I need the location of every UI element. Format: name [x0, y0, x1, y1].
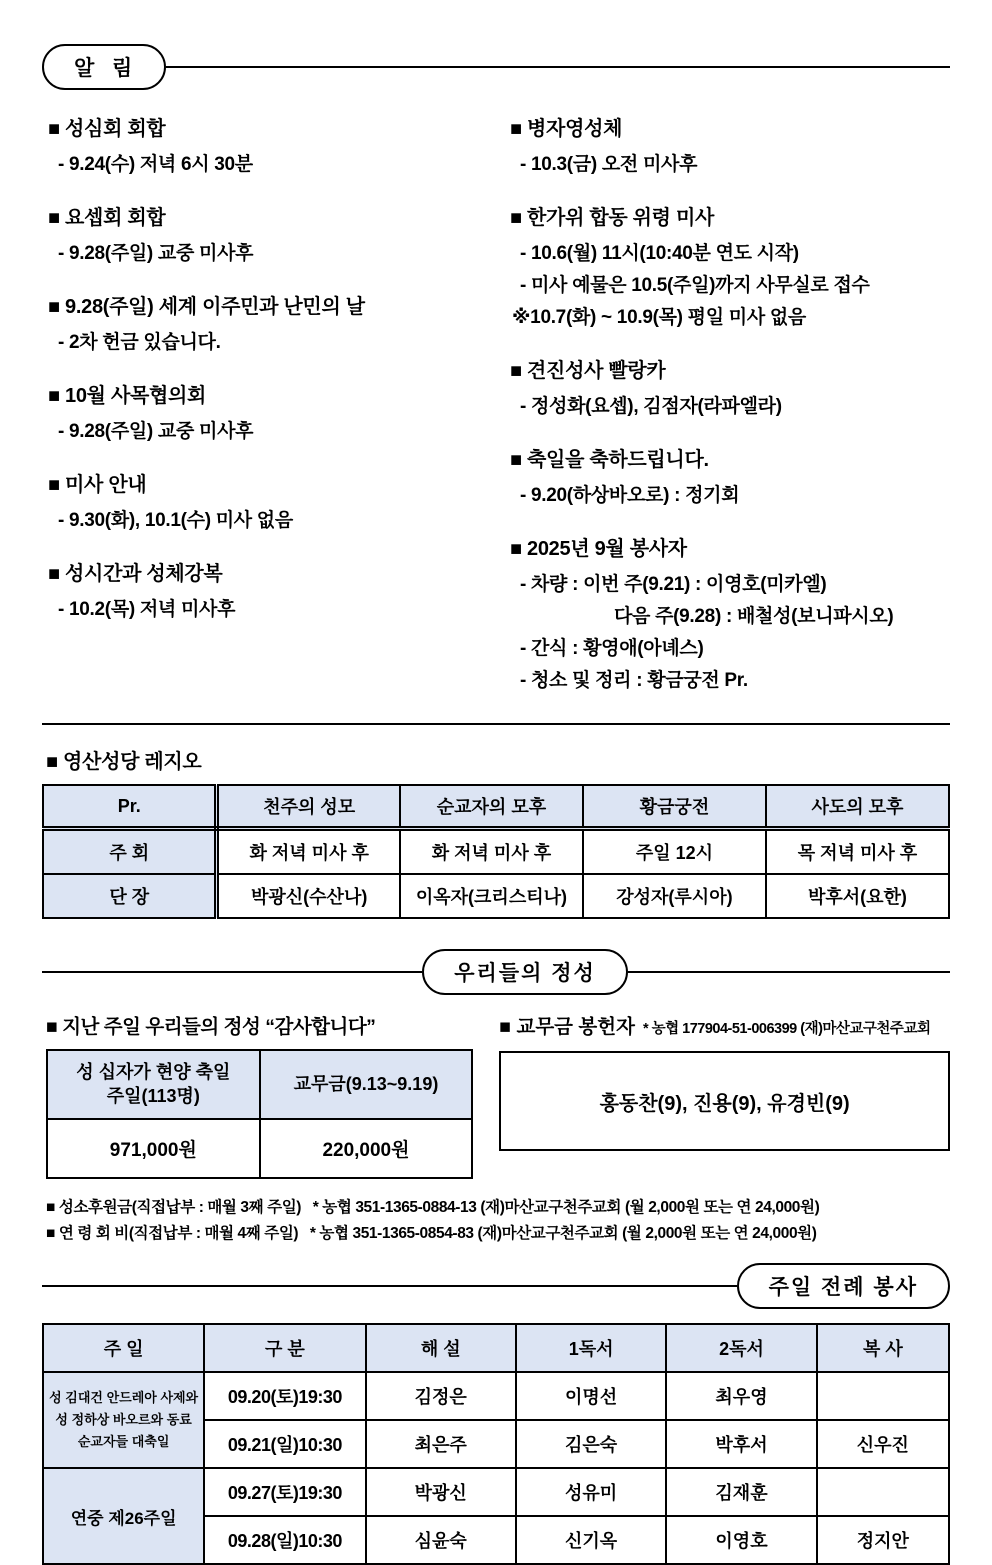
donor-names-box: [499, 1051, 950, 1151]
liturgy-row: [43, 1468, 949, 1516]
liturgy-header: [42, 1263, 950, 1309]
legio-cell: 목 저녁 미사 후: [766, 829, 949, 875]
devotion-divider-line-right: [628, 971, 950, 973]
liturgy-group-label-line: 성 정하상 바오르와 동료: [55, 1412, 192, 1428]
announcement-item: [48, 557, 472, 621]
fund-line: ■ 연 령 회 비(직접납부 : 매월 4째 주일) * 농협 351-1365-0854-83 (재)마산교구천주교회 (월 2,000원 또는 연 24,000원): [46, 1224, 817, 1242]
liturgy-name-cell: 최은주: [366, 1420, 516, 1468]
offering-value-row: [47, 1119, 472, 1178]
legio-header-cell: 황금궁전: [583, 785, 766, 829]
offering-header-cell: 교무금(9.13~9.19): [260, 1050, 473, 1119]
announcement-title: ■ 견진성사 빨랑카: [510, 360, 666, 382]
legio-row: [43, 874, 949, 918]
announcement-line: - 미사 예물은 10.5(주일)까지 사무실로 접수: [520, 275, 870, 296]
announcement-line: - 9.24(수) 저녁 6시 30분: [58, 154, 253, 175]
devotion-right: [473, 1011, 950, 1179]
offering-header-cell: [47, 1050, 260, 1119]
announcement-line: 다음 주(9.28) : 배철성(보니파시오): [614, 606, 894, 627]
announcement-line: - 청소 및 정리 : 황금궁전 Pr.: [520, 670, 748, 691]
announcement-title: ■ 2025년 9월 봉사자: [510, 538, 687, 560]
legio-header-row: [43, 785, 949, 829]
announcement-item: [510, 532, 950, 692]
legio-cell: 이옥자(크리스티나): [400, 874, 583, 918]
gyomugeum-header: [499, 1011, 950, 1039]
liturgy-name-cell: [817, 1468, 949, 1516]
liturgy-header-cell: 1독서: [516, 1324, 666, 1372]
announcement-line: - 9.20(하상바오로) : 정기회: [520, 485, 740, 506]
announcement-item: [510, 201, 950, 329]
liturgy-name-cell: 이영호: [666, 1516, 816, 1564]
liturgy-header-cell: 구 분: [204, 1324, 365, 1372]
announcement-title: ■ 9.28(주일) 세계 이주민과 난민의 날: [48, 296, 365, 318]
offering-header-line: 주일(113명): [106, 1086, 200, 1107]
legio-cell: 강성자(루시아): [583, 874, 766, 918]
liturgy-name-cell: 이명선: [516, 1372, 666, 1420]
legio-row-label: 단 장: [43, 874, 217, 918]
legio-section-title: ■ 영산성당 레지오: [46, 751, 202, 773]
offering-table: [46, 1049, 473, 1179]
announcement-title: ■ 성시간과 성체강복: [48, 563, 223, 585]
liturgy-pill: 주일 전례 봉사: [737, 1263, 950, 1309]
thanks-title: ■ 지난 주일 우리들의 정성 “감사합니다”: [46, 1016, 376, 1038]
liturgy-name-cell: [817, 1372, 949, 1420]
legio-cell: 박후서(요한): [766, 874, 949, 918]
legio-cell: 주일 12시: [583, 829, 766, 875]
announcement-title: ■ 10월 사목협의회: [48, 385, 207, 407]
notice-header: [42, 44, 950, 90]
liturgy-header-row: [43, 1324, 949, 1372]
liturgy-header-cell: 해 설: [366, 1324, 516, 1372]
announcement-item: [510, 443, 950, 507]
liturgy-name-cell: 김은숙: [516, 1420, 666, 1468]
liturgy-time-cell: 09.27(토)19:30: [204, 1468, 365, 1516]
liturgy-name-cell: 정지안: [817, 1516, 949, 1564]
liturgy-header-cell: 복 사: [817, 1324, 949, 1372]
liturgy-header-cell: 2독서: [666, 1324, 816, 1372]
legio-header-cell: 사도의 모후: [766, 785, 949, 829]
devotion-left: [42, 1011, 473, 1179]
announcement-title: ■ 요셉회 회합: [48, 207, 166, 229]
announcement-title: ■ 미사 안내: [48, 474, 147, 496]
offering-header-line: 성 십자가 현양 축일: [76, 1062, 231, 1082]
announcement-line: - 정성화(요셉), 김점자(라파엘라): [520, 396, 782, 417]
liturgy-table: [42, 1323, 950, 1565]
devotion-header: [42, 949, 950, 995]
liturgy-name-cell: 박후서: [666, 1420, 816, 1468]
announcement-line-emphasis: ※10.7(화) ~ 10.9(목) 평일 미사 없음: [512, 307, 806, 328]
liturgy-group-label-line: 순교자들 대축일: [77, 1434, 170, 1450]
donor-names: 홍동찬(9), 진용(9), 유경빈(9): [599, 1092, 850, 1115]
announcement-line: - 간식 : 황영애(아녜스): [520, 638, 704, 659]
liturgy-name-cell: 신우진: [817, 1420, 949, 1468]
announcement-line: - 차량 : 이번 주(9.21) : 이영호(미카엘): [520, 574, 827, 595]
announcement-title: ■ 병자영성체: [510, 118, 623, 140]
liturgy-name-cell: 박광신: [366, 1468, 516, 1516]
offering-value-cell: 971,000원: [47, 1119, 260, 1178]
legio-header-cell: 천주의 성모: [217, 785, 400, 829]
announcements-left-column: [42, 112, 496, 717]
announcement-item: [48, 468, 472, 532]
announcement-title: ■ 한가위 합동 위령 미사: [510, 207, 714, 229]
announcement-item: [48, 112, 472, 176]
devotion-divider-line-left: [42, 971, 422, 973]
liturgy-name-cell: 최우영: [666, 1372, 816, 1420]
announcement-item: [48, 290, 472, 354]
announcement-item: [48, 201, 472, 265]
legio-table: [42, 784, 950, 919]
liturgy-name-cell: 성유미: [516, 1468, 666, 1516]
legio-header-cell: Pr.: [43, 785, 217, 829]
fund-notes: [42, 1195, 950, 1248]
liturgy-time-cell: 09.20(토)19:30: [204, 1372, 365, 1420]
offering-value-cell: 220,000원: [260, 1119, 473, 1178]
legio-header-cell: 순교자의 모후: [400, 785, 583, 829]
announcement-title: ■ 성심회 회합: [48, 118, 166, 140]
devotion-content: [42, 1011, 950, 1179]
liturgy-time-cell: 09.21(일)10:30: [204, 1420, 365, 1468]
announcement-line: - 9.28(주일) 교중 미사후: [58, 421, 254, 442]
announcement-line: - 2차 헌금 있습니다.: [58, 332, 221, 353]
announcement-line: - 9.28(주일) 교중 미사후: [58, 243, 254, 264]
liturgy-row: [43, 1372, 949, 1420]
liturgy-name-cell: 심윤숙: [366, 1516, 516, 1564]
legio-row-label: 주 회: [43, 829, 217, 875]
liturgy-name-cell: 김재훈: [666, 1468, 816, 1516]
announcement-item: [510, 112, 950, 176]
liturgy-group-label-line: 성 김대건 안드레아 사제와: [49, 1390, 199, 1406]
liturgy-group-label: 연중 제26주일: [43, 1468, 204, 1564]
gyomugeum-account-note: * 농협 177904-51-006399 (재)마산교구천주교회: [642, 1021, 931, 1037]
announcement-item: [510, 354, 950, 418]
fund-line: ■ 성소후원금(직접납부 : 매월 3째 주일) * 농협 351-1365-0884-13 (재)마산교구천주교회 (월 2,000원 또는 연 24,000원): [46, 1198, 820, 1216]
devotion-pill: 우리들의 정성: [422, 949, 628, 995]
announcement-line: - 10.3(금) 오전 미사후: [520, 154, 698, 175]
legio-cell: 화 저녁 미사 후: [217, 829, 400, 875]
legio-cell: 화 저녁 미사 후: [400, 829, 583, 875]
liturgy-header-cell: 주 일: [43, 1324, 204, 1372]
announcement-title: ■ 축일을 축하드립니다.: [510, 449, 709, 471]
liturgy-time-cell: 09.28(일)10:30: [204, 1516, 365, 1564]
section-divider: [42, 723, 950, 725]
notice-pill: 알 림: [42, 44, 166, 90]
liturgy-name-cell: 김정은: [366, 1372, 516, 1420]
announcements-right-column: [496, 112, 950, 717]
announcement-line: - 10.6(월) 11시(10:40분 연도 시작): [520, 243, 799, 264]
legio-cell: 박광신(수산나): [217, 874, 400, 918]
legio-row: [43, 829, 949, 875]
offering-header-row: [47, 1050, 472, 1119]
announcement-line: - 10.2(목) 저녁 미사후: [58, 599, 236, 620]
liturgy-name-cell: 신기옥: [516, 1516, 666, 1564]
liturgy-group-label: [43, 1372, 204, 1468]
notice-divider-line: [166, 66, 950, 68]
announcement-item: [48, 379, 472, 443]
liturgy-divider-line: [42, 1285, 737, 1287]
gyomugeum-title: ■ 교무금 봉헌자: [499, 1016, 635, 1038]
announcements: [42, 112, 950, 717]
announcement-line: - 9.30(화), 10.1(수) 미사 없음: [58, 510, 293, 531]
